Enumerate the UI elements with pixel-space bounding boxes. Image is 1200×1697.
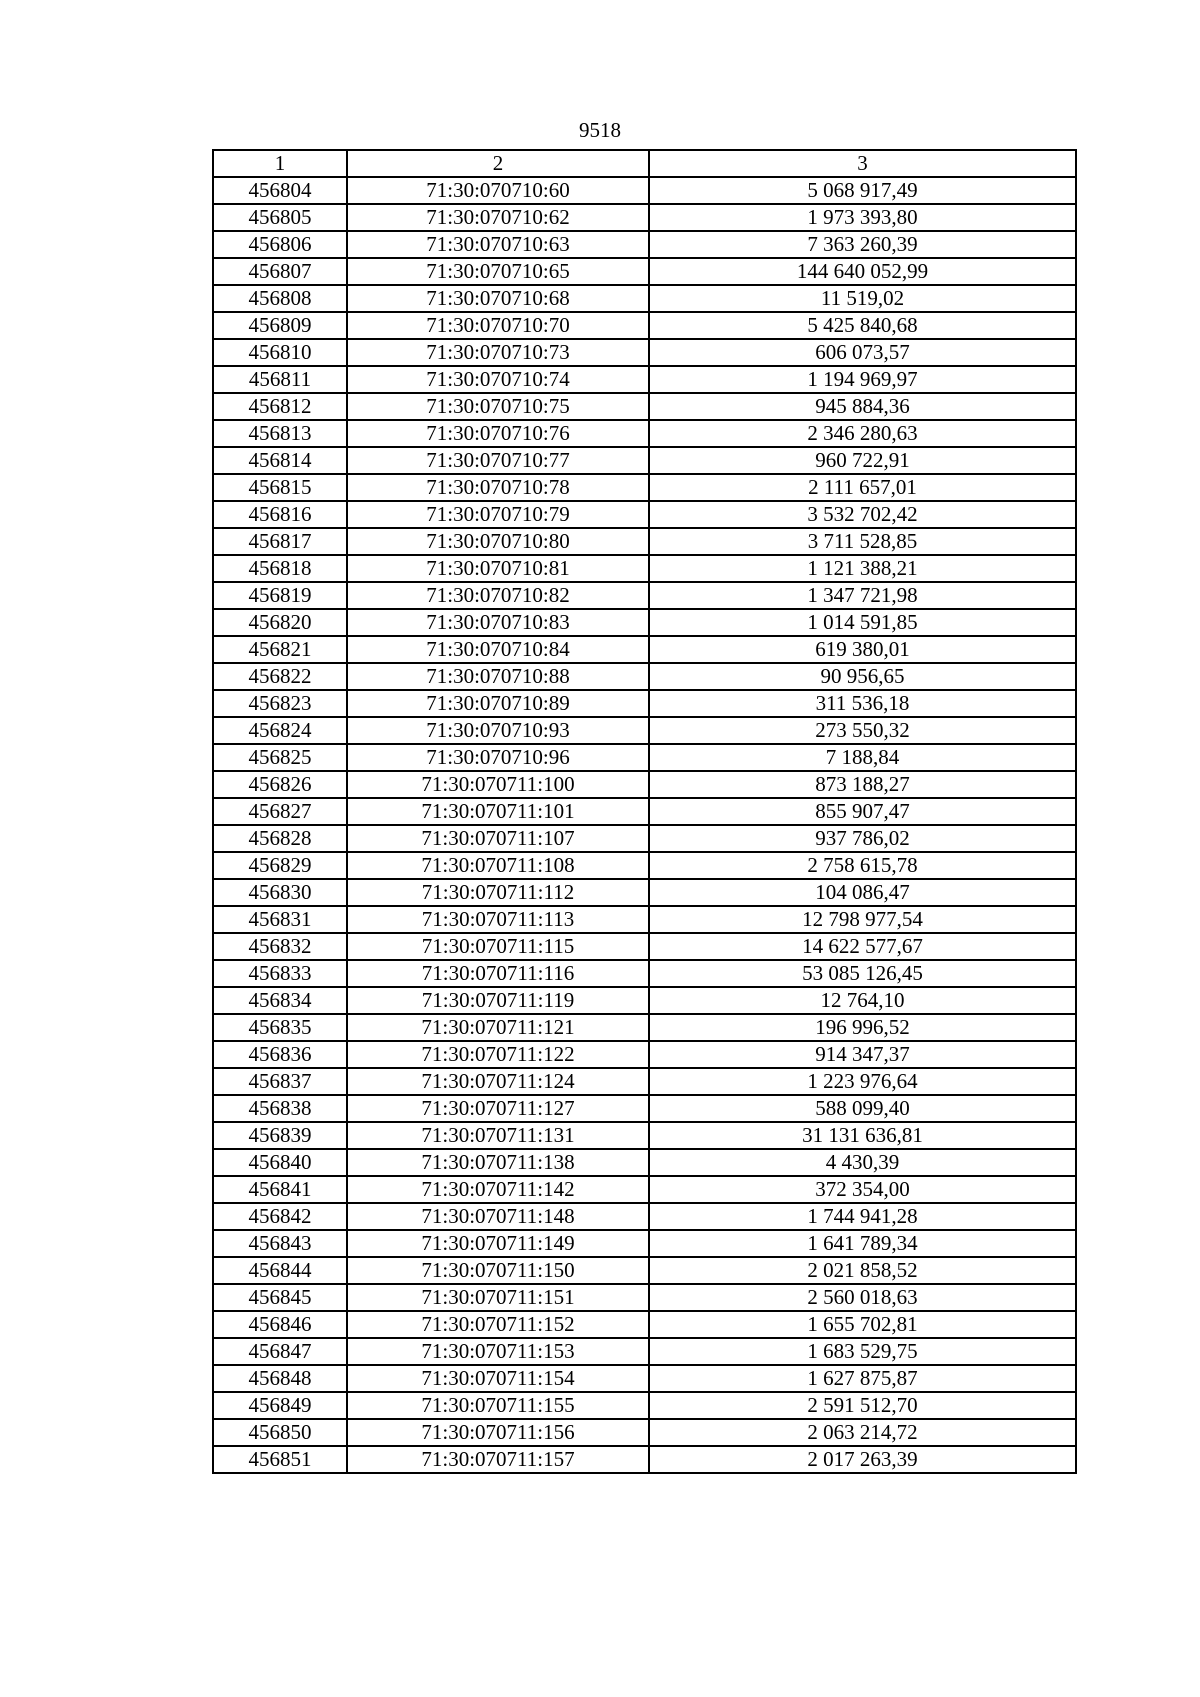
cadastral-value-cell: 945 884,36 (649, 393, 1076, 420)
cadastral-number-cell: 71:30:070710:88 (347, 663, 649, 690)
cadastral-value-cell: 2 017 263,39 (649, 1446, 1076, 1473)
cadastral-value-cell: 144 640 052,99 (649, 258, 1076, 285)
cadastral-number-cell: 71:30:070710:75 (347, 393, 649, 420)
cadastral-number-cell: 71:30:070711:116 (347, 960, 649, 987)
table-row (213, 393, 1076, 420)
cadastral-number-cell: 71:30:070711:151 (347, 1284, 649, 1311)
cadastral-value-cell: 2 758 615,78 (649, 852, 1076, 879)
cadastral-number-cell: 71:30:070710:65 (347, 258, 649, 285)
table-row (213, 501, 1076, 528)
cadastral-value-cell: 588 099,40 (649, 1095, 1076, 1122)
cadastral-value-cell: 1 347 721,98 (649, 582, 1076, 609)
table-row (213, 474, 1076, 501)
table-row (213, 798, 1076, 825)
cadastral-value-cell: 53 085 126,45 (649, 960, 1076, 987)
cadastral-number-cell: 71:30:070711:148 (347, 1203, 649, 1230)
row-number-cell: 456804 (213, 177, 347, 204)
row-number-cell: 456834 (213, 987, 347, 1014)
table-row (213, 528, 1076, 555)
row-number-cell: 456851 (213, 1446, 347, 1473)
table-row (213, 825, 1076, 852)
cadastral-value-cell: 196 996,52 (649, 1014, 1076, 1041)
table-row (213, 609, 1076, 636)
cadastral-number-cell: 71:30:070710:78 (347, 474, 649, 501)
table-row (213, 1068, 1076, 1095)
row-number-cell: 456838 (213, 1095, 347, 1122)
cadastral-value-cell: 311 536,18 (649, 690, 1076, 717)
table-row (213, 744, 1076, 771)
cadastral-number-cell: 71:30:070711:112 (347, 879, 649, 906)
cadastral-number-cell: 71:30:070710:82 (347, 582, 649, 609)
row-number-cell: 456815 (213, 474, 347, 501)
row-number-cell: 456816 (213, 501, 347, 528)
cadastral-number-cell: 71:30:070711:101 (347, 798, 649, 825)
table-row (213, 1419, 1076, 1446)
cadastral-value-cell: 5 068 917,49 (649, 177, 1076, 204)
row-number-cell: 456826 (213, 771, 347, 798)
cadastral-number-cell: 71:30:070711:100 (347, 771, 649, 798)
cadastral-number-cell: 71:30:070711:155 (347, 1392, 649, 1419)
cadastral-value-cell: 2 346 280,63 (649, 420, 1076, 447)
row-number-cell: 456812 (213, 393, 347, 420)
cadastral-number-cell: 71:30:070711:124 (347, 1068, 649, 1095)
table-row (213, 258, 1076, 285)
row-number-cell: 456810 (213, 339, 347, 366)
cadastral-number-cell: 71:30:070710:81 (347, 555, 649, 582)
table-row (213, 177, 1076, 204)
row-number-cell: 456839 (213, 1122, 347, 1149)
table-row (213, 1284, 1076, 1311)
cadastral-value-cell: 606 073,57 (649, 339, 1076, 366)
row-number-cell: 456818 (213, 555, 347, 582)
table-row (213, 1149, 1076, 1176)
row-number-cell: 456850 (213, 1419, 347, 1446)
cadastral-number-cell: 71:30:070711:153 (347, 1338, 649, 1365)
table-header-row (213, 150, 1076, 177)
column-header-3: 3 (649, 150, 1076, 177)
row-number-cell: 456842 (213, 1203, 347, 1230)
table-row (213, 582, 1076, 609)
cadastral-number-cell: 71:30:070710:68 (347, 285, 649, 312)
cadastral-value-cell: 914 347,37 (649, 1041, 1076, 1068)
cadastral-value-cell: 2 591 512,70 (649, 1392, 1076, 1419)
cadastral-value-cell: 7 188,84 (649, 744, 1076, 771)
cadastral-number-cell: 71:30:070711:113 (347, 906, 649, 933)
cadastral-value-cell: 1 744 941,28 (649, 1203, 1076, 1230)
row-number-cell: 456827 (213, 798, 347, 825)
row-number-cell: 456836 (213, 1041, 347, 1068)
cadastral-value-cell: 1 194 969,97 (649, 366, 1076, 393)
cadastral-value-cell: 1 223 976,64 (649, 1068, 1076, 1095)
table-row (213, 1095, 1076, 1122)
cadastral-number-cell: 71:30:070711:138 (347, 1149, 649, 1176)
row-number-cell: 456811 (213, 366, 347, 393)
row-number-cell: 456805 (213, 204, 347, 231)
row-number-cell: 456841 (213, 1176, 347, 1203)
cadastral-number-cell: 71:30:070710:79 (347, 501, 649, 528)
table-row (213, 1203, 1076, 1230)
cadastral-number-cell: 71:30:070710:74 (347, 366, 649, 393)
cadastral-value-cell: 7 363 260,39 (649, 231, 1076, 258)
cadastral-value-cell: 1 641 789,34 (649, 1230, 1076, 1257)
table-row (213, 339, 1076, 366)
cadastral-number-cell: 71:30:070711:156 (347, 1419, 649, 1446)
table-row (213, 906, 1076, 933)
cadastral-number-cell: 71:30:070711:108 (347, 852, 649, 879)
cadastral-value-cell: 2 021 858,52 (649, 1257, 1076, 1284)
table-row (213, 1014, 1076, 1041)
table-row (213, 933, 1076, 960)
row-number-cell: 456817 (213, 528, 347, 555)
table-row (213, 312, 1076, 339)
row-number-cell: 456806 (213, 231, 347, 258)
cadastral-value-cell: 372 354,00 (649, 1176, 1076, 1203)
row-number-cell: 456831 (213, 906, 347, 933)
row-number-cell: 456845 (213, 1284, 347, 1311)
table-row (213, 717, 1076, 744)
cadastral-number-cell: 71:30:070711:119 (347, 987, 649, 1014)
table-row (213, 1230, 1076, 1257)
table-body (213, 177, 1076, 1473)
table-row (213, 771, 1076, 798)
row-number-cell: 456820 (213, 609, 347, 636)
row-number-cell: 456822 (213, 663, 347, 690)
cadastral-value-cell: 960 722,91 (649, 447, 1076, 474)
cadastral-number-cell: 71:30:070710:77 (347, 447, 649, 474)
cadastral-value-cell: 4 430,39 (649, 1149, 1076, 1176)
cadastral-value-cell: 3 711 528,85 (649, 528, 1076, 555)
cadastral-value-cell: 11 519,02 (649, 285, 1076, 312)
table-row (213, 285, 1076, 312)
table-row (213, 1338, 1076, 1365)
cadastral-number-cell: 71:30:070711:121 (347, 1014, 649, 1041)
cadastral-value-cell: 90 956,65 (649, 663, 1076, 690)
table-row (213, 447, 1076, 474)
table-row (213, 636, 1076, 663)
table-row (213, 987, 1076, 1014)
table-row (213, 1176, 1076, 1203)
table-row (213, 690, 1076, 717)
cadastral-number-cell: 71:30:070711:122 (347, 1041, 649, 1068)
row-number-cell: 456849 (213, 1392, 347, 1419)
cadastral-value-cell: 14 622 577,67 (649, 933, 1076, 960)
cadastral-value-cell: 2 063 214,72 (649, 1419, 1076, 1446)
cadastral-number-cell: 71:30:070710:62 (347, 204, 649, 231)
page-number: 9518 (579, 118, 621, 142)
cadastral-number-cell: 71:30:070711:150 (347, 1257, 649, 1284)
cadastral-number-cell: 71:30:070711:154 (347, 1365, 649, 1392)
cadastral-number-cell: 71:30:070710:63 (347, 231, 649, 258)
table-row (213, 1257, 1076, 1284)
cadastral-value-cell: 12 764,10 (649, 987, 1076, 1014)
cadastral-number-cell: 71:30:070710:76 (347, 420, 649, 447)
table-row (213, 1446, 1076, 1473)
cadastral-number-cell: 71:30:070711:142 (347, 1176, 649, 1203)
cadastral-number-cell: 71:30:070710:60 (347, 177, 649, 204)
row-number-cell: 456829 (213, 852, 347, 879)
cadastral-number-cell: 71:30:070711:157 (347, 1446, 649, 1473)
cadastral-value-cell: 937 786,02 (649, 825, 1076, 852)
row-number-cell: 456824 (213, 717, 347, 744)
cadastral-value-cell: 31 131 636,81 (649, 1122, 1076, 1149)
cadastral-number-cell: 71:30:070711:127 (347, 1095, 649, 1122)
table-row (213, 1392, 1076, 1419)
row-number-cell: 456835 (213, 1014, 347, 1041)
cadastral-value-cell: 3 532 702,42 (649, 501, 1076, 528)
row-number-cell: 456843 (213, 1230, 347, 1257)
row-number-cell: 456813 (213, 420, 347, 447)
cadastral-number-cell: 71:30:070711:149 (347, 1230, 649, 1257)
column-header-2: 2 (347, 150, 649, 177)
row-number-cell: 456848 (213, 1365, 347, 1392)
row-number-cell: 456814 (213, 447, 347, 474)
row-number-cell: 456844 (213, 1257, 347, 1284)
table-row (213, 1311, 1076, 1338)
cadastral-value-cell: 1 973 393,80 (649, 204, 1076, 231)
row-number-cell: 456840 (213, 1149, 347, 1176)
row-number-cell: 456847 (213, 1338, 347, 1365)
cadastral-value-cell: 1 683 529,75 (649, 1338, 1076, 1365)
row-number-cell: 456828 (213, 825, 347, 852)
cadastral-value-cell: 1 121 388,21 (649, 555, 1076, 582)
cadastral-value-cell: 1 014 591,85 (649, 609, 1076, 636)
row-number-cell: 456823 (213, 690, 347, 717)
cadastral-number-cell: 71:30:070710:70 (347, 312, 649, 339)
cadastral-number-cell: 71:30:070711:115 (347, 933, 649, 960)
table-row (213, 204, 1076, 231)
row-number-cell: 456825 (213, 744, 347, 771)
row-number-cell: 456808 (213, 285, 347, 312)
row-number-cell: 456832 (213, 933, 347, 960)
cadastral-value-cell: 273 550,32 (649, 717, 1076, 744)
cadastral-value-cell: 2 111 657,01 (649, 474, 1076, 501)
table-row (213, 879, 1076, 906)
table-row (213, 1365, 1076, 1392)
row-number-cell: 456846 (213, 1311, 347, 1338)
table-row (213, 420, 1076, 447)
cadastral-number-cell: 71:30:070710:84 (347, 636, 649, 663)
row-number-cell: 456819 (213, 582, 347, 609)
cadastral-value-cell: 619 380,01 (649, 636, 1076, 663)
cadastral-value-cell: 12 798 977,54 (649, 906, 1076, 933)
cadastral-number-cell: 71:30:070711:152 (347, 1311, 649, 1338)
cadastral-number-cell: 71:30:070710:96 (347, 744, 649, 771)
cadastral-value-cell: 5 425 840,68 (649, 312, 1076, 339)
row-number-cell: 456833 (213, 960, 347, 987)
table-row (213, 555, 1076, 582)
table-row (213, 960, 1076, 987)
cadastral-number-cell: 71:30:070711:131 (347, 1122, 649, 1149)
row-number-cell: 456837 (213, 1068, 347, 1095)
row-number-cell: 456830 (213, 879, 347, 906)
cadastral-number-cell: 71:30:070711:107 (347, 825, 649, 852)
table-row (213, 1122, 1076, 1149)
cadastral-value-cell: 1 655 702,81 (649, 1311, 1076, 1338)
cadastral-value-cell: 2 560 018,63 (649, 1284, 1076, 1311)
row-number-cell: 456807 (213, 258, 347, 285)
cadastral-value-table (212, 149, 1077, 1474)
cadastral-value-cell: 855 907,47 (649, 798, 1076, 825)
column-header-1: 1 (213, 150, 347, 177)
table-row (213, 366, 1076, 393)
cadastral-number-cell: 71:30:070710:73 (347, 339, 649, 366)
cadastral-value-cell: 104 086,47 (649, 879, 1076, 906)
cadastral-number-cell: 71:30:070710:93 (347, 717, 649, 744)
cadastral-number-cell: 71:30:070710:89 (347, 690, 649, 717)
table-row (213, 852, 1076, 879)
table-row (213, 663, 1076, 690)
table-row (213, 1041, 1076, 1068)
cadastral-number-cell: 71:30:070710:83 (347, 609, 649, 636)
cadastral-number-cell: 71:30:070710:80 (347, 528, 649, 555)
row-number-cell: 456821 (213, 636, 347, 663)
cadastral-value-cell: 1 627 875,87 (649, 1365, 1076, 1392)
table-row (213, 231, 1076, 258)
cadastral-value-cell: 873 188,27 (649, 771, 1076, 798)
row-number-cell: 456809 (213, 312, 347, 339)
